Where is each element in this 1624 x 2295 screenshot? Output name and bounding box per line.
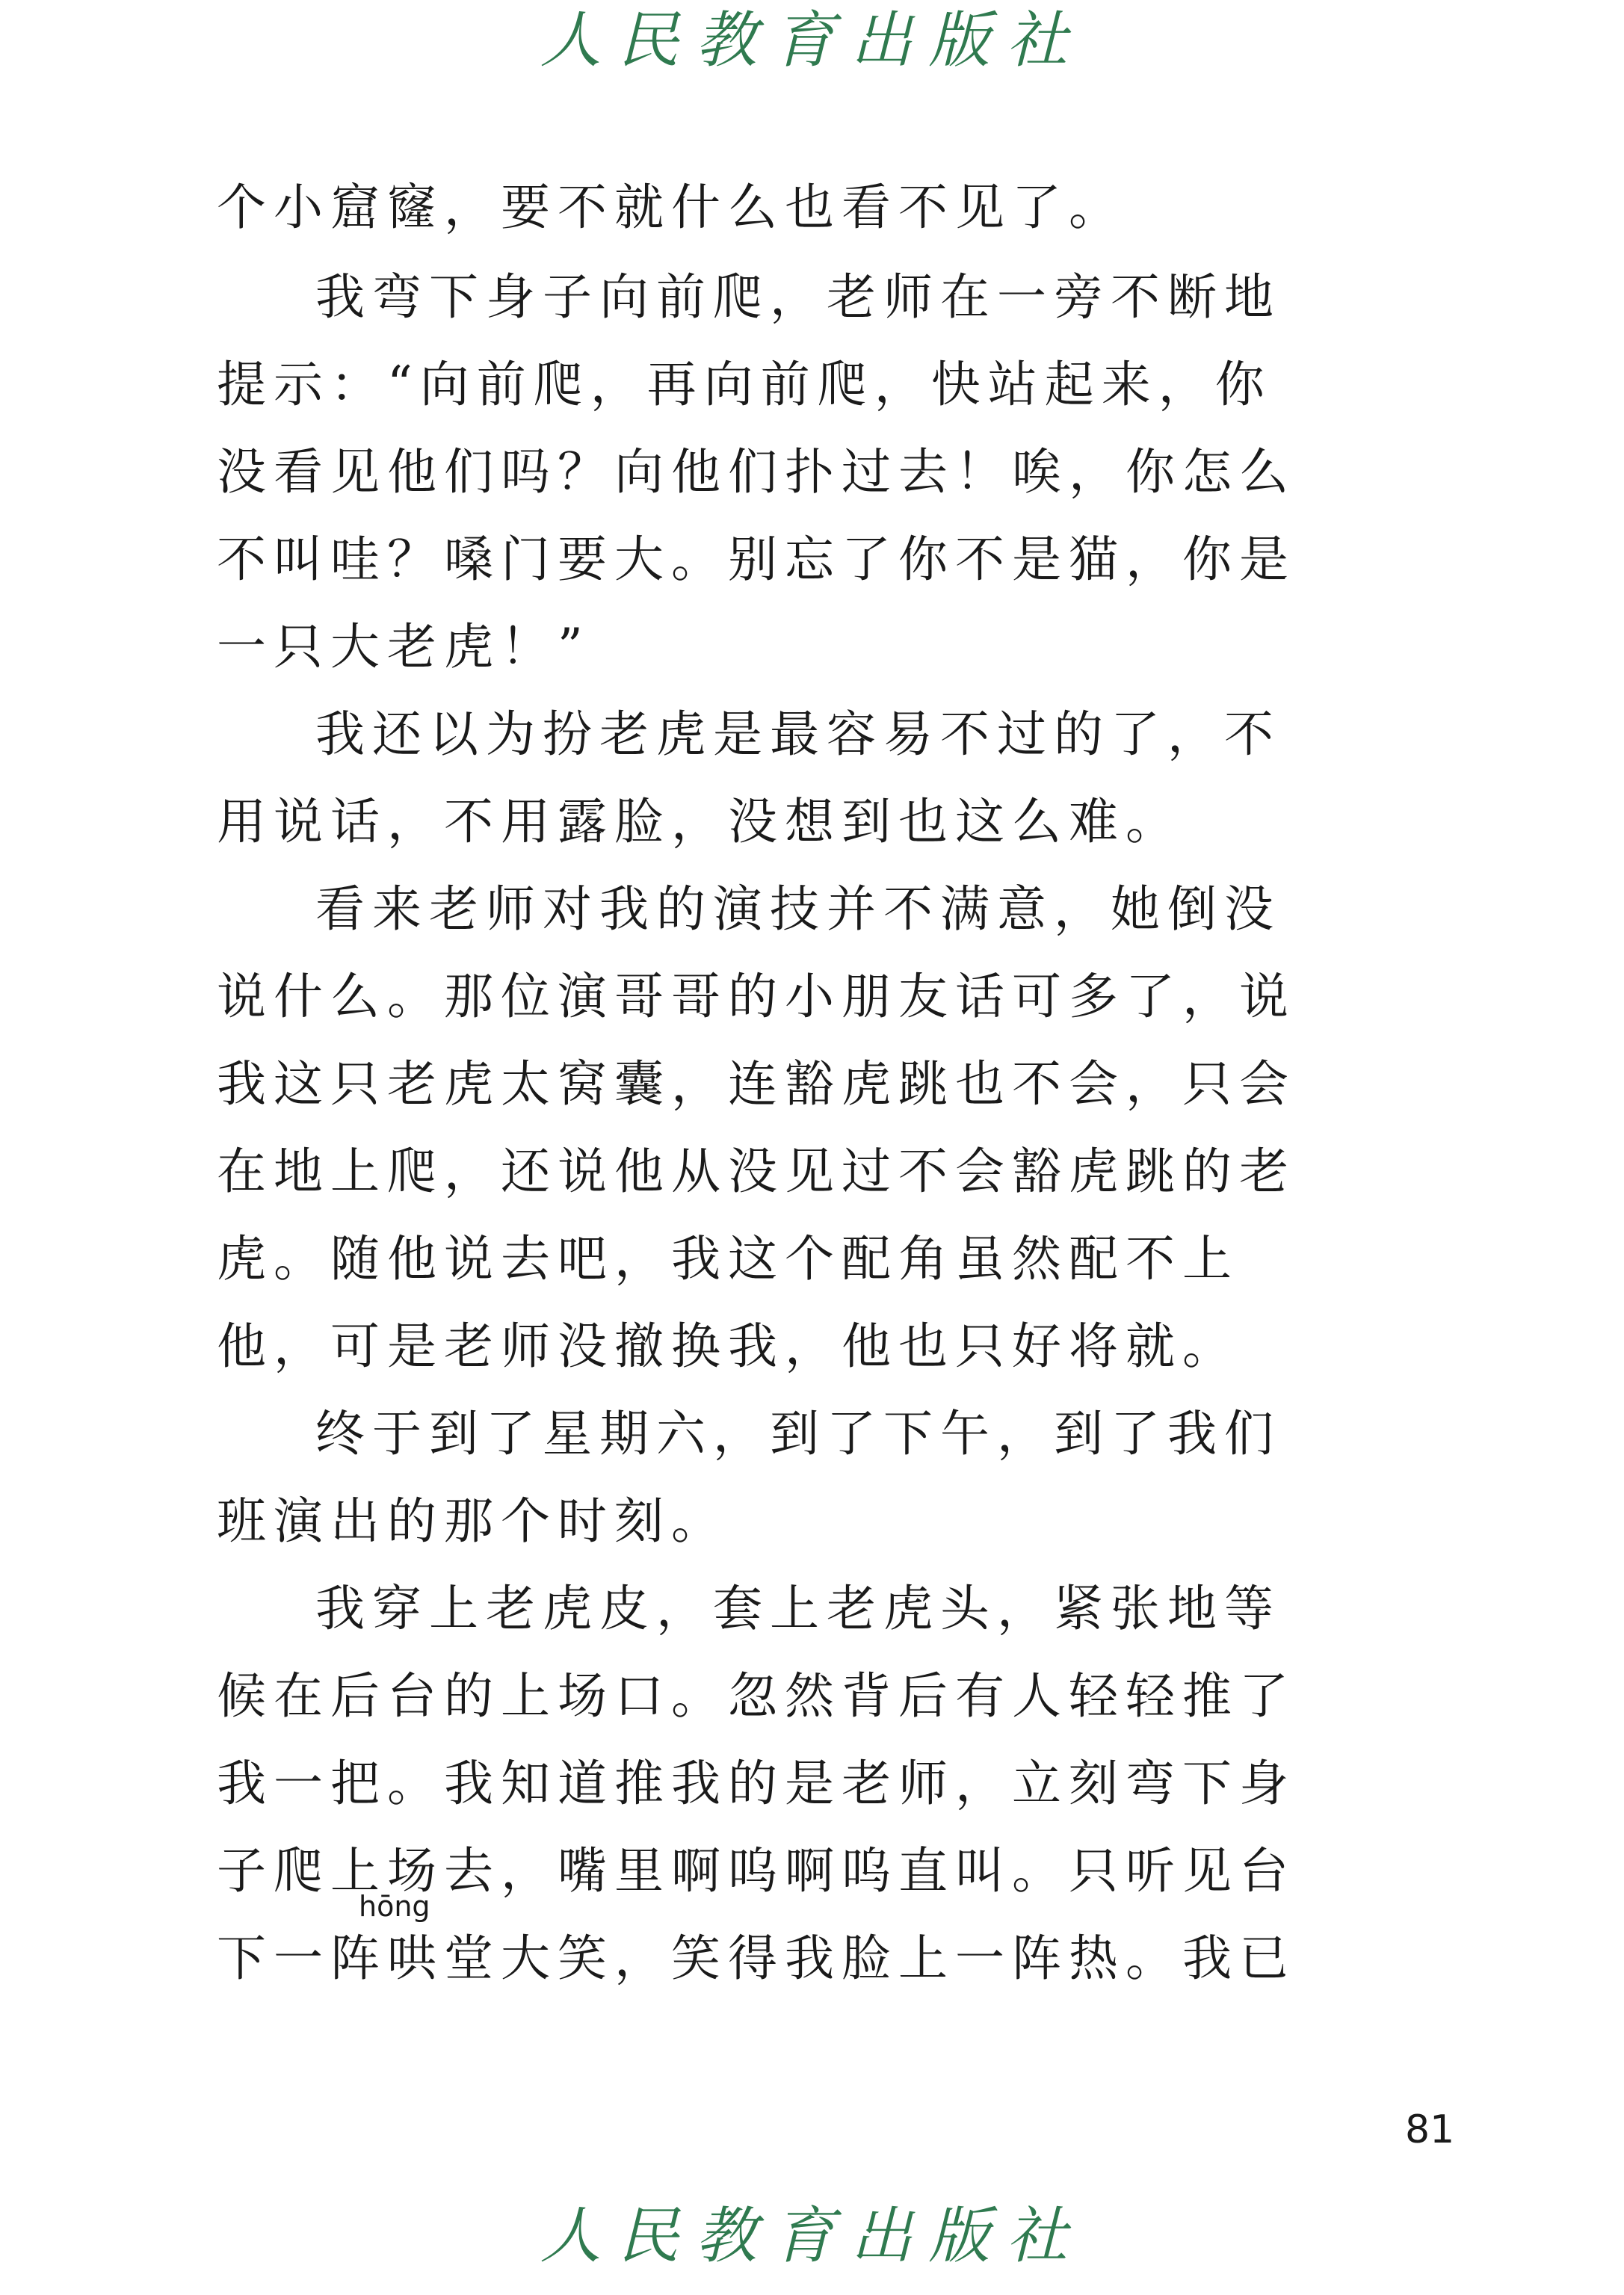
text-line: 子爬上场去，嘴里啊呜啊呜直叫。只听见台: [217, 1842, 1296, 1900]
page-number: 81: [1405, 2107, 1455, 2152]
text-line: 说什么。那位演哥哥的小朋友话可多了，说: [217, 968, 1296, 1025]
text-line: 没看见他们吗？向他们扑过去！唉，你怎么: [217, 443, 1296, 501]
text-line: 个小窟窿，要不就什么也看不见了。: [217, 179, 1126, 236]
text-line: 一只大老虎！”: [217, 618, 590, 676]
text-line: 我还以为扮老虎是最容易不过的了，不: [315, 705, 1281, 763]
text-line: 不叫哇？嗓门要大。别忘了你不是猫，你是: [217, 531, 1296, 588]
text-line: 我一把。我知道推我的是老师，立刻弯下身: [217, 1755, 1296, 1812]
text-line: 用说话，不用露脸，没想到也这么难。: [217, 793, 1182, 850]
text-line: 提示：“向前爬，再向前爬，快站起来，你: [217, 356, 1272, 413]
text-line: 虎。随他说去吧，我这个配角虽然配不上: [217, 1230, 1239, 1288]
text-line: 我弯下身子向前爬，老师在一旁不断地: [315, 268, 1281, 326]
text-line: 下一阵哄堂大笑，笑得我脸上一阵热。我已: [217, 1930, 1296, 1987]
text-line: 看来老师对我的演技并不满意，她倒没: [315, 880, 1281, 938]
pinyin-annotation: hōng: [359, 1890, 430, 1923]
text-line: 班演出的那个时刻。: [217, 1492, 728, 1550]
publisher-footer-logo: 人民教育出版社: [540, 2201, 1084, 2272]
publisher-header-logo: 人民教育出版社: [540, 5, 1084, 76]
text-line: 在地上爬，还说他从没见过不会豁虎跳的老: [217, 1143, 1296, 1200]
text-line: 我这只老虎太窝囊，连豁虎跳也不会，只会: [217, 1055, 1296, 1113]
text-line: 他，可是老师没撤换我，他也只好将就。: [217, 1318, 1239, 1375]
text-line: 我穿上老虎皮，套上老虎头，紧张地等: [315, 1580, 1281, 1637]
text-line: 候在后台的上场口。忽然背后有人轻轻推了: [217, 1667, 1296, 1725]
text-line: 终于到了星期六，到了下午，到了我们: [315, 1405, 1281, 1462]
